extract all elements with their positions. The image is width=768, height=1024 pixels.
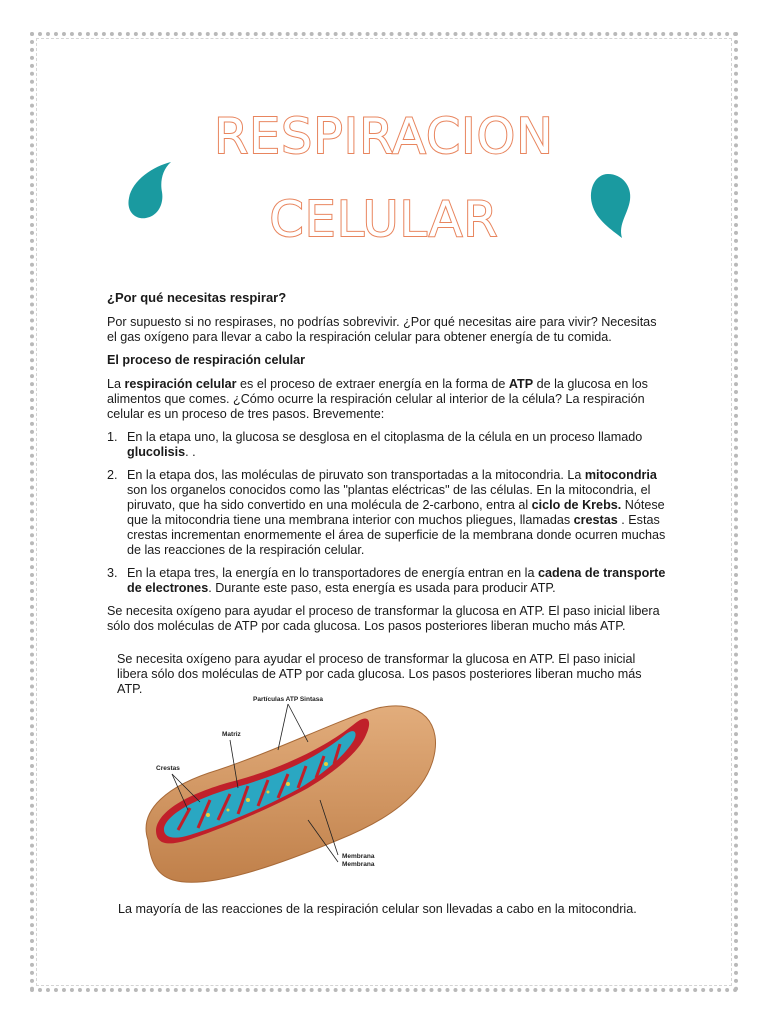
label-membrane-1: Membrana	[342, 853, 375, 860]
label-matrix: Matriz	[222, 731, 241, 738]
list-item: 1. En la etapa uno, la glucosa se desglosa en el citoplasma de la célula en un proceso llamado glucolisis. .	[107, 430, 643, 459]
mitochondria-illustration	[138, 690, 448, 895]
list-item: 3. En la etapa tres, la energía en lo transportadores de energía entran en la cadena de transporte de electrones. Durante este paso, esta energía es usada para producir ATP.	[107, 566, 666, 595]
section-paragraph-why-breathe: Por supuesto si no respirases, no podrías sobrevivir. ¿Por qué necesitas aire para vivir? Necesitas el gas oxígeno para llevar a cabo la respiración celular para obtener energía de tu comida.	[107, 315, 657, 344]
title-line-1: RESPIRACION	[214, 108, 554, 165]
title-line-2: CELULAR	[269, 191, 499, 248]
left-drop-icon	[124, 160, 174, 222]
section-heading-why-breathe: ¿Por qué necesitas respirar?	[107, 290, 287, 305]
section-heading-process: El proceso de respiración celular	[107, 353, 306, 367]
process-intro: La respiración celular es el proceso de extraer energía en la forma de ATP de la glucosa en los alimentos que comes. ¿Cómo ocurre la respiración celular al interior de la célula? La respiración celular es un proceso de tres pasos. Brevemente:	[107, 377, 648, 421]
figure-intro-paragraph: Se necesita oxígeno para ayudar el proceso de transformar la glucosa en ATP. El paso inicial libera sólo dos moléculas de ATP por cada glucosa. Los pasos posteriores liberan mucho más ATP.	[117, 652, 642, 696]
main-text	[107, 290, 667, 642]
list-item: 2. En la etapa dos, las moléculas de piruvato son transportadas a la mitocondria. La mitocondria son los organelos conocidos como las "plantas eléctricas" de las células. En la mitocondria, el piruvato, que ha sido convertido en una molécula de 2-carbono, entra al ciclo de Krebs. Nótese que la mitocondria tiene una membrana interior con muchos pliegues, llamadas crestas . Estas crestas incrementan enormemente el área de superficie de la membrana donde ocurren muchas de las reacciones de la respiración celular.	[107, 468, 666, 557]
closing-paragraph: Se necesita oxígeno para ayudar el proceso de transformar la glucosa en ATP. El paso inicial libera sólo dos moléculas de ATP por cada glucosa. Los pasos posteriores liberan mucho más ATP.	[107, 604, 660, 633]
steps-list	[107, 430, 667, 596]
label-atp-synthase: Partículas ATP Sintasa	[253, 696, 323, 703]
label-membrane-2: Membrana	[342, 861, 375, 868]
right-drop-icon	[586, 172, 636, 240]
figure-caption: La mayoría de las reacciones de la respiración celular son llevadas a cabo en la mitocondria.	[118, 902, 637, 916]
label-cristae: Crestas	[156, 765, 180, 772]
